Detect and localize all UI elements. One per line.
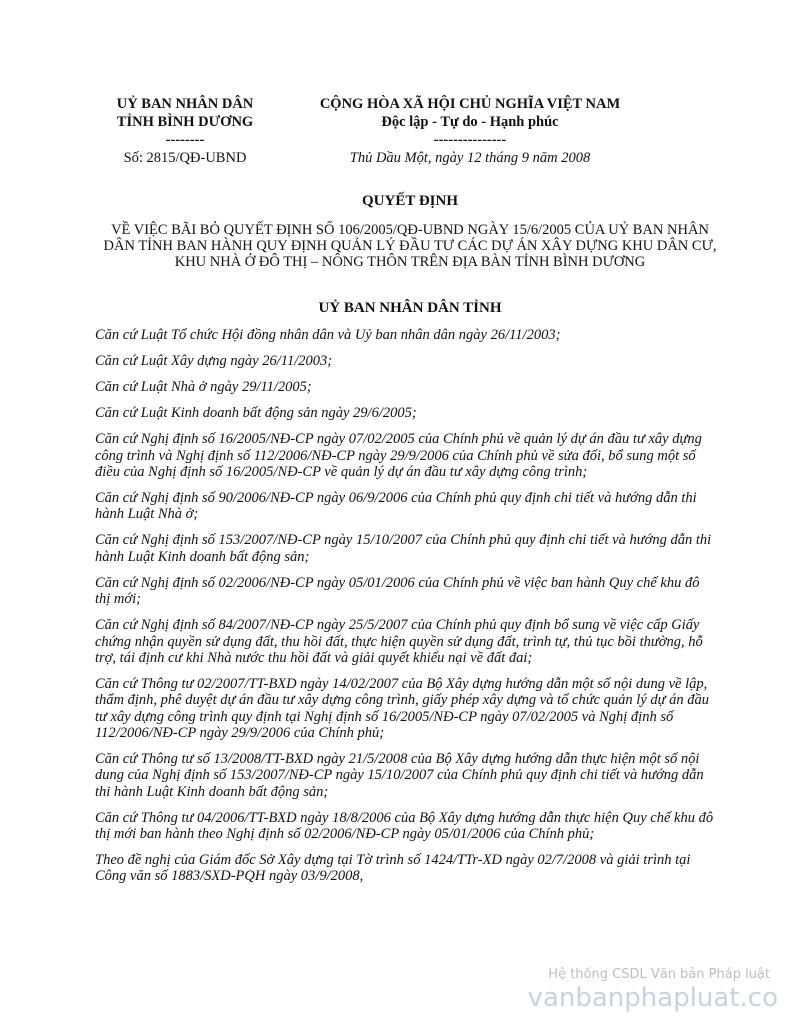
legal-basis-item: Căn cứ Nghị định số 02/2006/NĐ-CP ngày 05/01/2006 của Chính phủ về việc ban hành Quy chế khu đô thị mới; — [95, 574, 700, 608]
legal-basis-item: Căn cứ Thông tư 02/2007/TT-BXD ngày 14/02/2007 của Bộ Xây dựng hướng dẫn một số nội dung về lập, thẩm định, phê duyệt dự án đầu tư xây dựng công trình, giấy phép xây dựng và tổ chức quản lý dự án đầu tư xây dựng công trình quy định tại Nghị định số 16/2005/NĐ-CP ngày 07/02/2005 và Nghị định số 112/2006/NĐ-CP ngày 29/9/2006 của Chính phủ; — [95, 675, 710, 741]
legal-basis-item: Căn cứ Nghị định số 90/2006/NĐ-CP ngày 06/9/2006 của Chính phủ quy định chi tiết và hướng dẫn thi hành Luật Nhà ở; — [95, 490, 697, 523]
issuing-authority-heading: UỶ BAN NHÂN DÂN TỈNH — [318, 300, 502, 316]
legal-bases — [95, 327, 715, 894]
legal-basis-item: Căn cứ Thông tư số 13/2008/TT-BXD ngày 21/5/2008 của Bộ Xây dựng hướng dẫn thực hiện một số nội dung của Nghị định số 153/2007/NĐ-CP ngày 15/10/2007 của Chính phủ quy định chi tiết và hướng dẫn thi hành Luật Kinh doanh bất động sản; — [95, 750, 704, 800]
issuing-agency-block — [80, 95, 290, 167]
document-title: QUYẾT ĐỊNH — [362, 193, 458, 209]
legal-basis-item: Căn cứ Nghị định số 153/2007/NĐ-CP ngày 15/10/2007 của Chính phủ quy định chi tiết và hướng dẫn thi hành Luật Kinh doanh bất động sản; — [95, 532, 712, 565]
nation-motto: Độc lập - Tự do - Hạnh phúc — [381, 114, 559, 130]
nation-separator: --------------- — [433, 132, 507, 148]
watermark-caption: Hệ thống CSDL Văn bản Pháp luật — [548, 967, 770, 982]
legal-basis-item: Căn cứ Nghị định số 16/2005/NĐ-CP ngày 07/02/2005 của Chính phủ về quản lý dự án đầu tư xây dựng công trình và Nghị định số 112/2006/NĐ-CP ngày 29/9/2006 của Chính phủ về sửa đổi, bổ sung một số điều của Nghị định số 16/2005/NĐ-CP về quản lý dự án đầu tư xây dựng công trình; — [95, 431, 702, 480]
legal-basis-item: Căn cứ Luật Nhà ở ngày 29/11/2005; — [95, 379, 312, 396]
nation-name: CỘNG HÒA XÃ HỘI CHỦ NGHĨA VIỆT NAM — [319, 96, 621, 112]
legal-basis-item: Căn cứ Luật Xây dựng ngày 26/11/2003; — [95, 353, 333, 370]
agency-name-line1: UỶ BAN NHÂN DÂN — [116, 96, 254, 112]
document-number: Số: 2815/QĐ-UBND — [123, 150, 247, 166]
document-subject: VỀ VIỆC BÃI BỎ QUYẾT ĐỊNH SỐ 106/2005/QĐ-UBND NGÀY 15/6/2005 CỦA UỶ BAN NHÂN DÂN TỈNH BAN HÀNH QUY ĐỊNH QUẢN LÝ ĐẦU TƯ CÁC DỰ ÁN XÂY DỰNG KHU DÂN CƯ, KHU NHÀ Ở ĐÔ THỊ – NÔNG THÔN TRÊN ĐỊA BÀN TỈNH BÌNH DƯƠNG — [103, 222, 717, 270]
place-and-date: Thủ Dầu Một, ngày 12 tháng 9 năm 2008 — [349, 150, 591, 166]
agency-name-line2: TỈNH BÌNH DƯƠNG — [116, 114, 254, 130]
legal-basis-item: Theo đề nghị của Giám đốc Sở Xây dựng tại Tờ trình số 1424/TTr-XD ngày 02/7/2008 và giải trình tại Công văn số 1883/SXD-PQH ngày 03/9/2008, — [95, 851, 691, 885]
legal-basis-item: Căn cứ Luật Kinh doanh bất động sản ngày 29/6/2005; — [95, 405, 417, 422]
national-motto-block — [290, 95, 650, 167]
legal-basis-item: Căn cứ Nghị định số 84/2007/NĐ-CP ngày 25/5/2007 của Chính phủ quy định bổ sung về việc cấp Giấy chứng nhận quyền sử dụng đất, thu hồi đất, thực hiện quyền sử dụng đất, trình tự, thủ tục bồi thường, hỗ trợ, tái định cư khi Nhà nước thu hồi đất và giải quyết khiếu nại về đất đai; — [95, 617, 703, 666]
legal-basis-item: Căn cứ Luật Tổ chức Hội đồng nhân dân và Uỷ ban nhân dân ngày 26/11/2003; — [95, 327, 561, 343]
watermark-site: vanbanphapluat.co — [527, 983, 778, 1013]
legal-basis-item: Căn cứ Thông tư 04/2006/TT-BXD ngày 18/8/2006 của Bộ Xây dựng hướng dẫn thực hiện Quy chế khu đô thị mới ban hành theo Nghị định số 02/2006/NĐ-CP ngày 05/01/2006 của Chính phủ; — [95, 809, 714, 842]
agency-separator: -------- — [165, 132, 205, 148]
